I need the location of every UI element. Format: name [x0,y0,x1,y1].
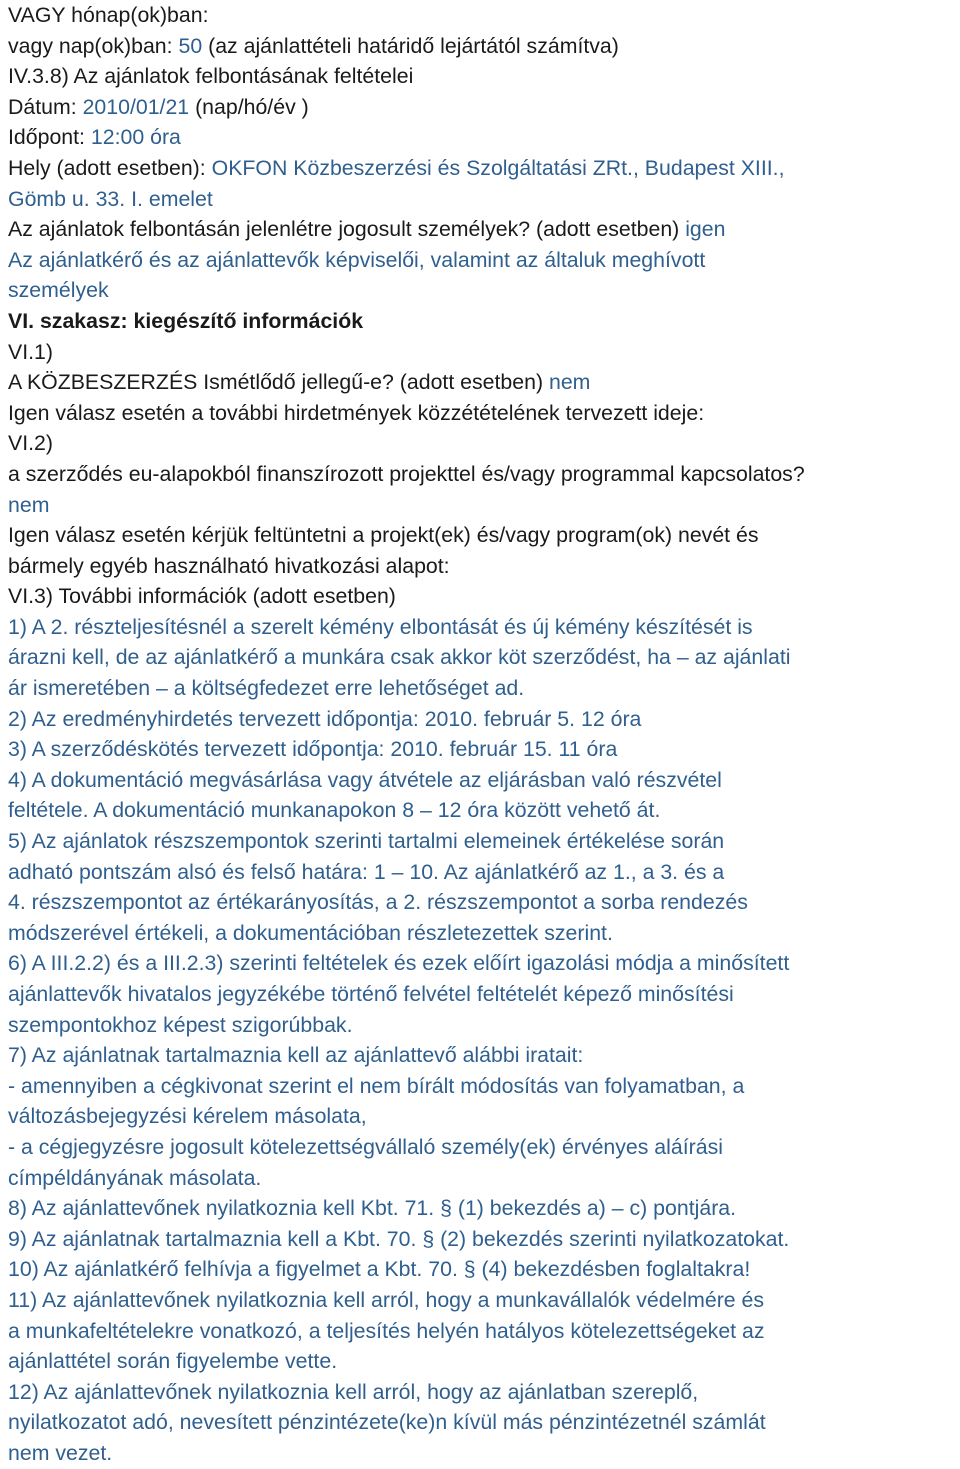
info-line: 3) A szerződéskötés tervezett időpontja: 2010. február 15. 11 óra [8,737,618,762]
info-line: a munkafeltételekre vonatkozó, a teljesítés helyén hatályos kötelezettségeket az [8,1318,765,1343]
info-line: nyilatkozatot adó, nevesített pénzintézete(ke)n kívül más pénzintézetnél számlát [8,1410,766,1435]
info-line: 5) Az ajánlatok részszempontok szerinti tartalmi elemeinek értékelése során [8,829,725,854]
info-line: árazni kell, de az ajánlatkérő a munkára csak akkor köt szerződést, ha – az ajánlati [8,645,791,670]
info-line: ajánlattevők hivatalos jegyzékébe történő felvétel feltételét képező minősítési [8,982,734,1006]
info-line: feltétele. A dokumentáció munkanapokon 8 – 12 óra között vehető át. [8,798,661,823]
text-line: a szerződés eu-alapokból finanszírozott projekttel és/vagy programmal kapcsolatos? [8,461,805,486]
text-line: A KÖZBESZERZÉS Ismétlődő jellegű-e? (adott esetben) nem [8,370,591,395]
info-line: 7) Az ajánlatnak tartalmaznia kell az ajánlattevő alábbi iratait: [8,1043,584,1068]
info-line: nem vezet. [8,1440,113,1465]
text-line: Az ajánlatok felbontásán jelenlétre jogosult személyek? (adott esetben) igen [8,217,726,242]
field-value: személyek [8,278,109,303]
info-line: címpéldányának másolata. [8,1165,262,1190]
field-value: nem [8,492,50,517]
info-line: 6) A III.2.2) és a III.2.3) szerinti feltételek és ezek előírt igazolási módja a minősített [8,951,790,976]
info-line: 2) Az eredményhirdetés tervezett időpontja: 2010. február 5. 12 óra [8,706,642,731]
info-line: szempontokhoz képest szigorúbbak. [8,1012,353,1037]
info-line: 8) Az ajánlattevőnek nyilatkoznia kell Kbt. 71. § (1) bekezdés a) – c) pontjára. [8,1196,737,1221]
text-line: VI.2) [8,431,53,456]
field-value: 2010/01/21 [82,94,190,119]
text-line: VI.1) [8,339,53,364]
info-line: változásbejegyzési kérelem másolata, [8,1104,367,1129]
info-line: - amennyiben a cégkivonat szerint el nem bírált módosítás van folyamatban, a [8,1073,745,1098]
info-line: 4) A dokumentáció megvásárlása vagy átvétele az eljárásban való részvétel [8,767,722,792]
text-line: Hely (adott esetben): OKFON Közbeszerzési és Szolgáltatási ZRt., Budapest XIII., [8,155,785,180]
text-line: Igen válasz esetén a további hirdetmények közzétételének tervezett ideje: [8,400,705,425]
info-line: ár ismeretében – a költségfedezet erre lehetőséget ad. [8,676,525,701]
field-value: OKFON Közbeszerzési és Szolgáltatási ZRt., Budapest XIII., [211,155,785,180]
info-line: ajánlattétel során figyelembe vette. [8,1349,338,1374]
text-line: Dátum: 2010/01/21 (nap/hó/év ) [8,94,309,119]
info-line: 10) Az ajánlatkérő felhívja a figyelmet a Kbt. 70. § (4) bekezdésben foglaltakra! [8,1257,751,1282]
info-line: 1) A 2. részteljesítésnél a szerelt kémény elbontását és új kémény készítését is [8,614,753,639]
info-line: adható pontszám alsó és felső határa: 1 – 10. Az ajánlatkérő az 1., a 3. és a [8,859,725,884]
field-value: Az ajánlatkérő és az ajánlattevők képviselői, valamint az általuk meghívott [8,247,706,272]
info-line: módszerével értékeli, a dokumentációban részletezettek szerint. [8,920,613,945]
text-line: VI.3) További információk (adott esetben) [8,584,396,609]
field-value: 12:00 óra [90,125,181,150]
info-line: 4. részszempontot az értékarányosítás, a 2. részszempontot a sorba rendezés [8,890,748,915]
info-line: 12) Az ajánlattevőnek nyilatkoznia kell arról, hogy az ajánlatban szereplő, [8,1379,699,1404]
text-line: vagy nap(ok)ban: 50 (az ajánlattételi határidő lejártától számítva) [8,33,619,58]
field-value: 50 [178,33,203,58]
field-value: nem [548,370,591,395]
info-line: 11) Az ajánlattevőnek nyilatkoznia kell arról, hogy a munkavállalók védelmére és [8,1287,765,1312]
field-value: Gömb u. 33. I. emelet [8,186,213,211]
section-heading: VI. szakasz: kiegészítő információk [8,308,364,333]
text-line: bármely egyéb használható hivatkozási alapot: [8,553,450,578]
text-line: Igen válasz esetén kérjük feltüntetni a projekt(ek) és/vagy program(ok) nevét és [8,523,759,548]
text-line: VAGY hónap(ok)ban: [8,3,209,27]
info-line: - a cégjegyzésre jogosult kötelezettségvállaló személy(ek) érvényes aláírási [8,1134,723,1159]
info-line: 9) Az ajánlatnak tartalmaznia kell a Kbt. 70. § (2) bekezdés szerinti nyilatkozatokat. [8,1226,790,1251]
section-heading: IV.3.8) Az ajánlatok felbontásának feltételei [8,64,414,89]
field-value: igen [685,217,726,242]
text-line: Időpont: 12:00 óra [8,125,181,150]
